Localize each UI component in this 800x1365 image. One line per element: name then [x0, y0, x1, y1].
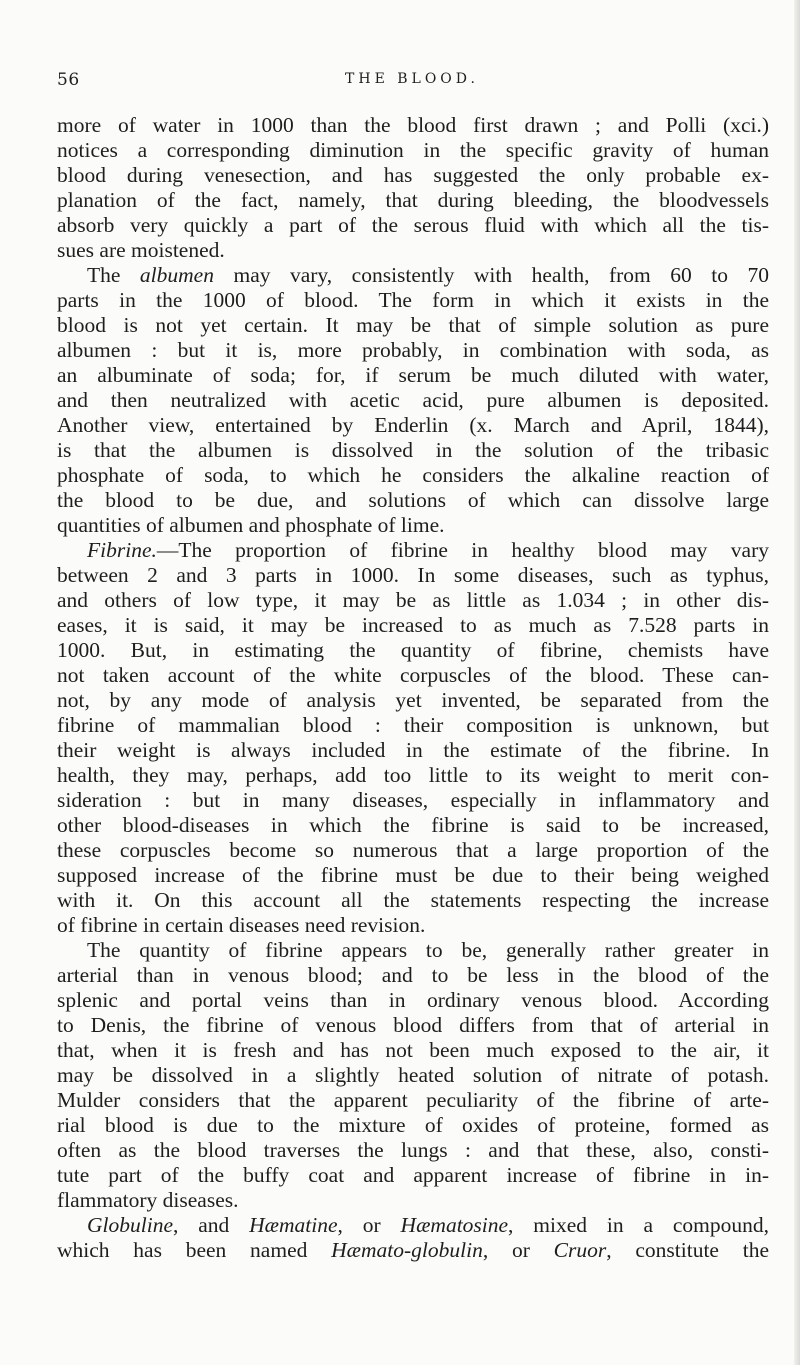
text-line: may be dissolved in a slightly heated solution of nitrate of potash.	[57, 1063, 769, 1087]
text-line: other blood-diseases in which the fibrine is said to be increased,	[57, 813, 769, 837]
text-line: Another view, entertained by Enderlin (x. March and April, 1844),	[57, 413, 769, 437]
text-line: —The proportion of fibrine in healthy blood may vary	[156, 538, 769, 562]
page-header	[57, 70, 767, 94]
text-line: blood during venesection, and has suggested the only probable ex-	[57, 163, 769, 187]
text-line: rial blood is due to the mixture of oxides of proteine, formed as	[57, 1113, 769, 1137]
text-line: blood is not yet certain. It may be that of simple solution as pure	[57, 313, 769, 337]
text-fragment: , mixed in a compound,	[508, 1213, 769, 1237]
text-line: quantities of albumen and phosphate of lime.	[57, 513, 445, 537]
text-line: of fibrine in certain diseases need revision.	[57, 913, 426, 937]
running-head: THE BLOOD.	[345, 71, 479, 87]
text-line: not, by any mode of analysis yet invented, be separated from the	[57, 688, 769, 712]
text-fragment: , or	[337, 1213, 381, 1237]
term-haematosine: Hæmatosine	[400, 1213, 509, 1237]
paragraph-albumen-start	[57, 263, 769, 288]
text-line: an albuminate of soda; for, if serum be much diluted with water,	[57, 363, 769, 387]
text-line: and others of low type, it may be as little as 1.034 ; in other dis-	[57, 588, 769, 612]
text-line: The quantity of fibrine appears to be, generally rather greater in	[87, 938, 769, 962]
text-line: more of water in 1000 than the blood first drawn ; and Polli (xci.)	[57, 113, 769, 137]
term-fibrine: Fibrine.	[87, 538, 157, 562]
text-line: flammatory diseases.	[57, 1188, 239, 1212]
text-line: phosphate of soda, to which he considers the alkaline reaction of	[57, 463, 769, 487]
page-edge-shadow	[794, 0, 800, 1365]
term-haemato-globulin: Hæmato-globulin	[331, 1238, 483, 1262]
text-line: 1000. But, in estimating the quantity of fibrine, chemists have	[57, 638, 769, 662]
page-number: 56	[57, 70, 80, 90]
text-line: not taken account of the white corpuscles of the blood. These can-	[57, 663, 769, 687]
text-line: tute part of the buffy coat and apparent increase of fibrine in in-	[57, 1163, 769, 1187]
text-line: fibrine of mammalian blood : their composition is unknown, but	[57, 713, 769, 737]
text-line: arterial than in venous blood; and to be less in the blood of the	[57, 963, 769, 987]
term-albumen: albumen	[139, 263, 214, 287]
text-line: splenic and portal veins than in ordinary venous blood. According	[57, 988, 769, 1012]
term-globuline: Globuline	[87, 1213, 173, 1237]
text-line: these corpuscles become so numerous that a large proportion of the	[57, 838, 769, 862]
text-fragment: , or	[482, 1238, 530, 1262]
text-line: may vary, consistently with health, from 60 to 70	[233, 263, 769, 287]
text-line-final	[57, 1238, 769, 1263]
text-line: the blood to be due, and solutions of which can dissolve large	[57, 488, 769, 512]
text-line: with it. On this account all the statements respecting the increase	[57, 888, 769, 912]
text-line: sideration : but in many diseases, especially in inflammatory and	[57, 788, 769, 812]
text-line: Mulder considers that the apparent peculiarity of the fibrine of arte-	[57, 1088, 769, 1112]
text-line: and then neutralized with acetic acid, pure albumen is deposited.	[57, 388, 769, 412]
text-fragment: which has been named	[57, 1238, 308, 1262]
body-text	[57, 113, 769, 1263]
text-line: health, they may, perhaps, add too little to its weight to merit con-	[57, 763, 769, 787]
term-haematine: Hæmatine	[249, 1213, 338, 1237]
prefix-the: The	[87, 263, 140, 287]
text-line: eases, it is said, it may be increased to as much as 7.528 parts in	[57, 613, 769, 637]
paragraph-globuline-start	[57, 1213, 769, 1238]
text-fragment: , constitute the	[606, 1238, 769, 1262]
text-line: between 2 and 3 parts in 1000. In some diseases, such as typhus,	[57, 563, 769, 587]
term-cruor: Cruor	[553, 1238, 607, 1262]
text-line: parts in the 1000 of blood. The form in which it exists in the	[57, 288, 769, 312]
text-line: absorb very quickly a part of the serous fluid with which all the tis-	[57, 213, 769, 237]
text-line: notices a corresponding diminution in the specific gravity of human	[57, 138, 769, 162]
text-line: often as the blood traverses the lungs : and that these, also, consti-	[57, 1138, 769, 1162]
text-line: their weight is always included in the estimate of the fibrine. In	[57, 738, 769, 762]
text-line: supposed increase of the fibrine must be due to their being weighed	[57, 863, 769, 887]
text-fragment: , and	[173, 1213, 230, 1237]
paragraph-fibrine-start	[57, 538, 769, 563]
text-line: sues are moistened.	[57, 238, 225, 262]
text-line: to Denis, the fibrine of venous blood differs from that of arterial in	[57, 1013, 769, 1037]
text-line: albumen : but it is, more probably, in combination with soda, as	[57, 338, 769, 362]
text-line: that, when it is fresh and has not been much exposed to the air, it	[57, 1038, 769, 1062]
text-line: is that the albumen is dissolved in the solution of the tribasic	[57, 438, 769, 462]
text-line: planation of the fact, namely, that during bleeding, the bloodvessels	[57, 188, 769, 212]
